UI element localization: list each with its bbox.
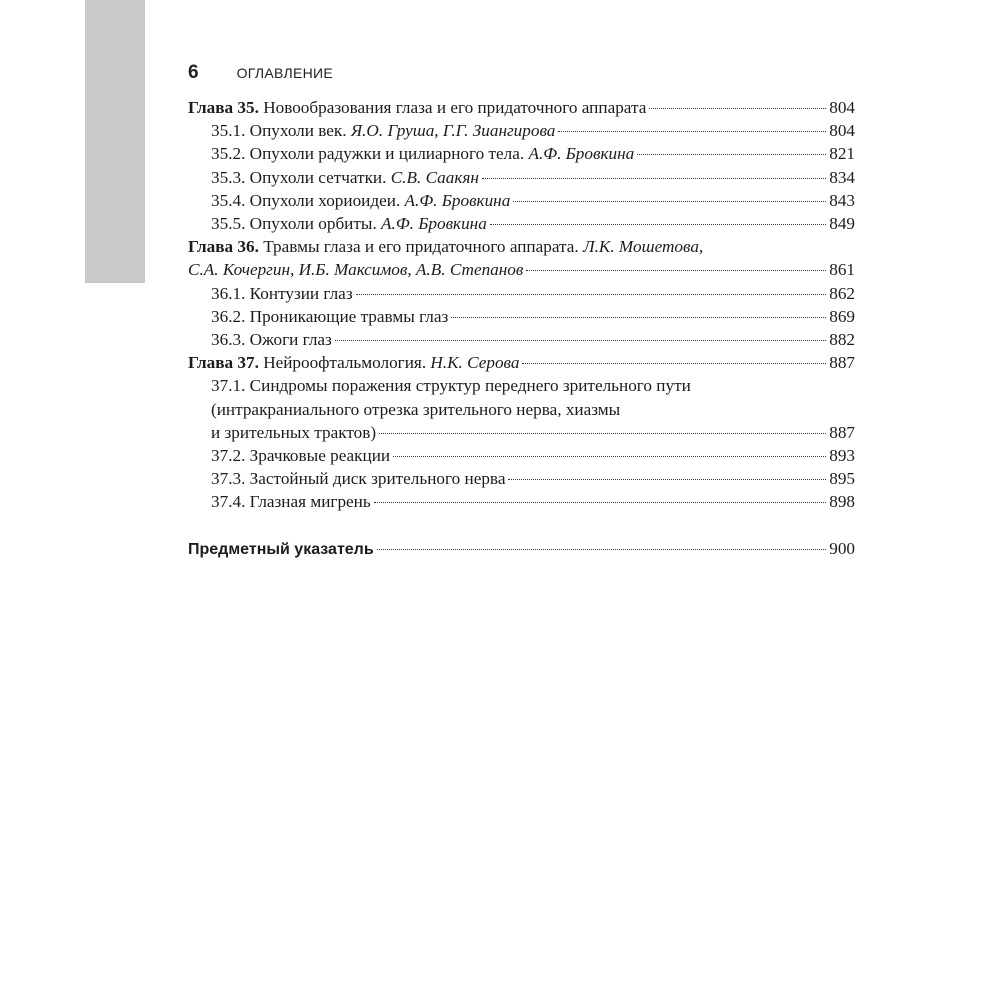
page-ref: 834	[829, 167, 855, 187]
spacer	[188, 514, 855, 537]
item-title: 35.2. Опухоли радужки и цилиарного тела.	[211, 144, 525, 164]
leader-dots	[513, 201, 826, 202]
item-title: 37.2. Зрачковые реакции	[211, 446, 391, 466]
page-ref: 882	[829, 330, 855, 350]
toc-item-35-3[interactable]	[188, 166, 855, 189]
chapter-authors: С.А. Кочергин, И.Б. Максимов, А.В. Степанов	[188, 260, 524, 280]
item-title: 37.1. Синдромы поражения структур переднего зрительного пути	[211, 376, 691, 396]
item-authors: Я.О. Груша, Г.Г. Зиангирова	[350, 121, 556, 141]
toc-item-36-2[interactable]	[188, 305, 855, 328]
item-title: 35.1. Опухоли век.	[211, 121, 347, 141]
chapter-label: Глава 35.	[188, 98, 259, 117]
leader-dots	[377, 549, 827, 550]
page-ref: 804	[829, 98, 855, 117]
toc-chapter-36[interactable]	[188, 235, 855, 258]
item-title: (интракраниального отрезка зрительного нерва, хиазмы	[211, 399, 621, 419]
page-ref: 898	[829, 492, 855, 512]
chapter-label: Глава 37.	[188, 353, 259, 373]
chapter-authors: Н.К. Серова	[430, 353, 520, 373]
toc-index[interactable]	[188, 537, 855, 561]
page-header	[188, 62, 333, 88]
toc-item-37-4[interactable]	[188, 490, 855, 513]
toc-item-37-1-cont[interactable]	[188, 398, 855, 421]
item-authors: С.В. Саакян	[390, 167, 479, 187]
leader-dots	[393, 456, 826, 457]
leader-dots	[374, 502, 826, 503]
leader-dots	[335, 340, 826, 341]
toc-chapter-37[interactable]	[188, 351, 855, 374]
item-title: 36.3. Ожоги глаз	[211, 330, 332, 350]
toc-item-35-2[interactable]	[188, 142, 855, 165]
page-ref: 900	[829, 538, 855, 558]
page-ref: 893	[829, 446, 855, 466]
toc-item-37-1[interactable]	[188, 374, 855, 397]
item-title: и зрительных трактов)	[211, 422, 377, 442]
leader-dots	[482, 178, 826, 179]
leader-dots	[637, 154, 826, 155]
item-title: 35.5. Опухоли орбиты.	[211, 214, 377, 234]
toc-chapter-36-authors[interactable]	[188, 258, 855, 281]
page-ref: 861	[829, 260, 855, 280]
table-of-contents	[188, 96, 855, 561]
chapter-title: Нейроофтальмология.	[263, 353, 427, 373]
leader-dots	[522, 363, 826, 364]
item-title: 36.1. Контузии глаз	[211, 283, 353, 303]
page-number: 6	[188, 62, 199, 83]
leader-dots	[379, 433, 826, 434]
item-authors: А.Ф. Бровкина	[528, 144, 635, 164]
item-title: 36.2. Проникающие травмы глаз	[211, 306, 449, 326]
page-ref: 895	[829, 469, 855, 489]
leader-dots	[526, 270, 826, 271]
toc-item-35-1[interactable]	[188, 119, 855, 142]
page-ref: 849	[829, 214, 855, 234]
leader-dots	[490, 224, 826, 225]
leader-dots	[508, 479, 826, 480]
chapter-label: Глава 36.	[188, 237, 259, 257]
leader-dots	[356, 294, 827, 295]
item-authors: А.Ф. Бровкина	[381, 214, 487, 234]
toc-item-37-1-end[interactable]	[188, 421, 855, 444]
index-title: Предметный указатель	[188, 540, 374, 558]
leader-dots	[451, 317, 826, 318]
page-ref: 843	[829, 190, 855, 210]
page-ref: 804	[829, 121, 855, 141]
page-ref: 887	[829, 422, 855, 442]
page-ref: 862	[829, 283, 855, 303]
leader-dots	[558, 131, 826, 132]
chapter-authors: Л.К. Мошетова,	[582, 237, 704, 257]
page-ref: 821	[829, 144, 855, 164]
page-ref: 887	[829, 353, 855, 373]
toc-chapter-35[interactable]	[188, 96, 855, 119]
item-authors: А.Ф. Бровкина	[404, 190, 511, 210]
item-title: 37.4. Глазная мигрень	[211, 492, 371, 512]
page-ref: 869	[829, 306, 855, 326]
toc-item-37-2[interactable]	[188, 444, 855, 467]
page-edge-shadow	[85, 0, 145, 283]
toc-item-37-3[interactable]	[188, 467, 855, 490]
item-title: 35.3. Опухоли сетчатки.	[211, 167, 387, 187]
leader-dots	[649, 108, 826, 109]
item-title: 37.3. Застойный диск зрительного нерва	[211, 469, 506, 489]
item-title: 35.4. Опухоли хориоидеи.	[211, 190, 401, 210]
chapter-title: Травмы глаза и его придаточного аппарата.	[263, 237, 579, 257]
section-title: ОГЛАВЛЕНИЕ	[236, 65, 334, 81]
toc-item-35-4[interactable]	[188, 189, 855, 212]
toc-item-35-5[interactable]	[188, 212, 855, 235]
toc-item-36-1[interactable]	[188, 282, 855, 305]
chapter-title: Новообразования глаза и его придаточного аппарата	[263, 98, 647, 117]
toc-item-36-3[interactable]	[188, 328, 855, 351]
